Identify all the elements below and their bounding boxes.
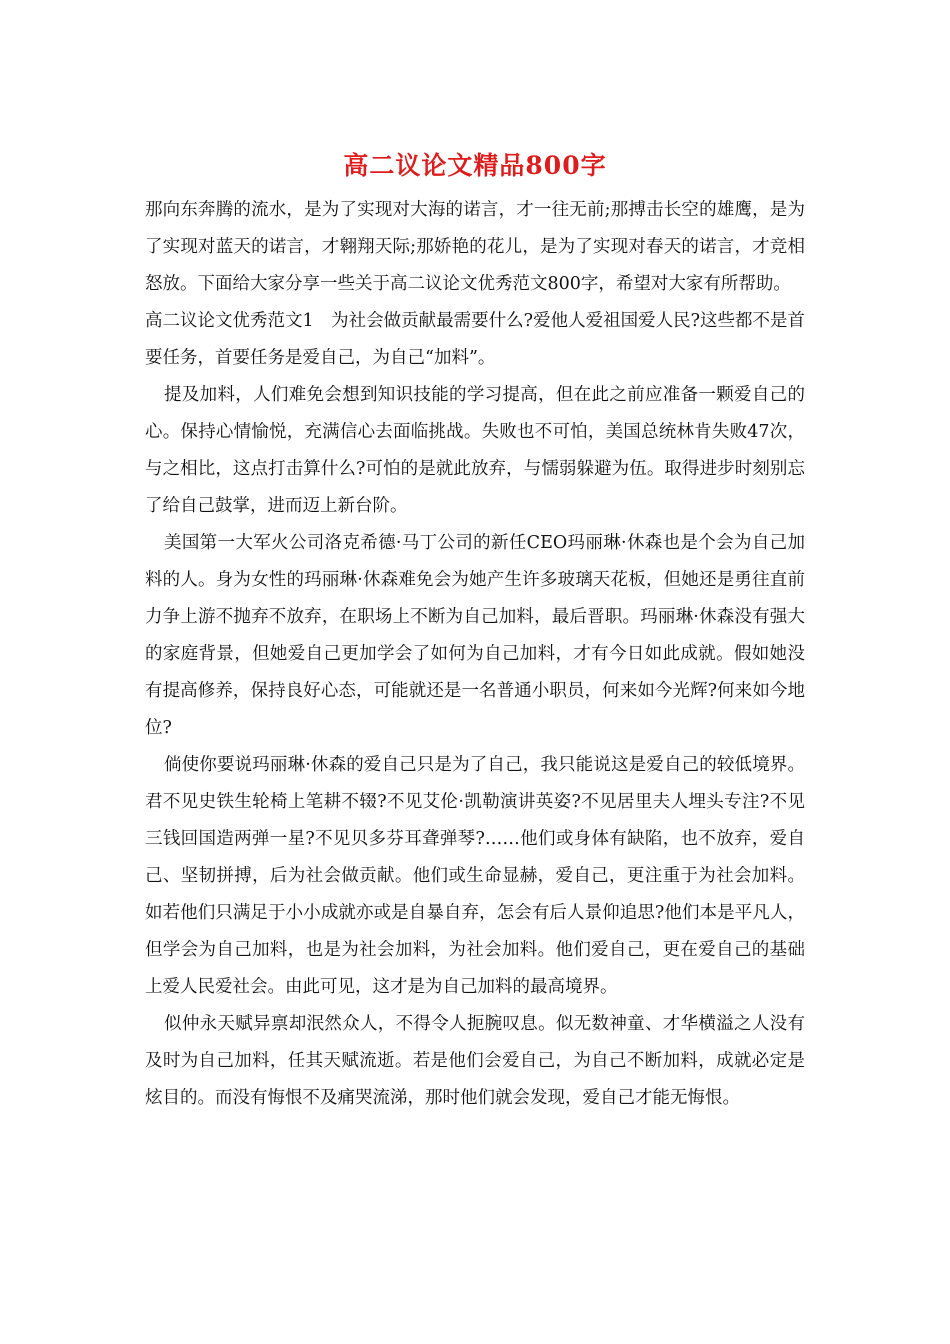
intro-paragraph: 那向东奔腾的流水，是为了实现对大海的诺言，才一往无前;那搏击长空的雄鹰，是为了实现对蓝天的诺言，才翱翔天际;那娇艳的花儿，是为了实现对春天的诺言，才竞相怒放。下面给大家分享一些关于高二议论文优秀范文800字，希望对大家有所帮助。 xyxy=(145,200,805,294)
essay-heading-paragraph: 高二议论文优秀范文1 为社会做贡献最需要什么?爱他人爱祖国爱人民?这些都不是首要任务，首要任务是爱自己，为自己“加料”。 xyxy=(145,311,805,368)
body-paragraph-1: 提及加料，人们难免会想到知识技能的学习提高，但在此之前应准备一颗爱自己的心。保持心情愉悦，充满信心去面临挑战。失败也不可怕，美国总统林肯失败47次，与之相比，这点打击算什么?可怕的是就此放弃，与懦弱躲避为伍。取得进步时刻别忘了给自己鼓掌，进而迈上新台阶。 xyxy=(145,385,805,516)
body-paragraph-3: 倘使你要说玛丽琳·休森的爱自己只是为了自己，我只能说这是爱自己的较低境界。君不见史铁生轮椅上笔耕不辍?不见艾伦·凯勒演讲英姿?不见居里夫人埋头专注?不见三钱回国造两弹一星?不见贝多芬耳聋弹琴?……他们或身体有缺陷，也不放弃，爱自己、坚韧拼搏，后为社会做贡献。他们或生命显赫，爱自己，更注重于为社会加料。如若他们只满足于小小成就亦或是自暴自弃，怎会有后人景仰追思?他们本是平凡人，但学会为自己加料，也是为社会加料，为社会加料。他们爱自己，更在爱自己的基础上爱人民爱社会。由此可见，这才是为自己加料的最高境界。 xyxy=(145,755,805,997)
body-paragraph-4: 似仲永天赋异禀却泯然众人，不得令人扼腕叹息。似无数神童、才华横溢之人没有及时为自己加料，任其天赋流逝。若是他们会爱自己，为自己不断加料，成就必定是炫目的。而没有悔恨不及痛哭流涕，那时他们就会发现，爱自己才能无悔恨。 xyxy=(145,1014,805,1108)
body-paragraph-2: 美国第一大军火公司洛克希德·马丁公司的新任CEO玛丽琳·休森也是个会为自己加料的人。身为女性的玛丽琳·休森难免会为她产生许多玻璃天花板，但她还是勇往直前力争上游不抛弃不放弃，在职场上不断为自己加料，最后晋职。玛丽琳·休森没有强大的家庭背景，但她爱自己更加学会了如何为自己加料，才有今日如此成就。假如她没有提高修养，保持良好心态，可能就还是一名普通小职员，何来如今光辉?何来如今地位? xyxy=(145,533,805,738)
page-title: 高二议论文精品800字 xyxy=(343,151,607,180)
article-body xyxy=(145,192,805,1117)
